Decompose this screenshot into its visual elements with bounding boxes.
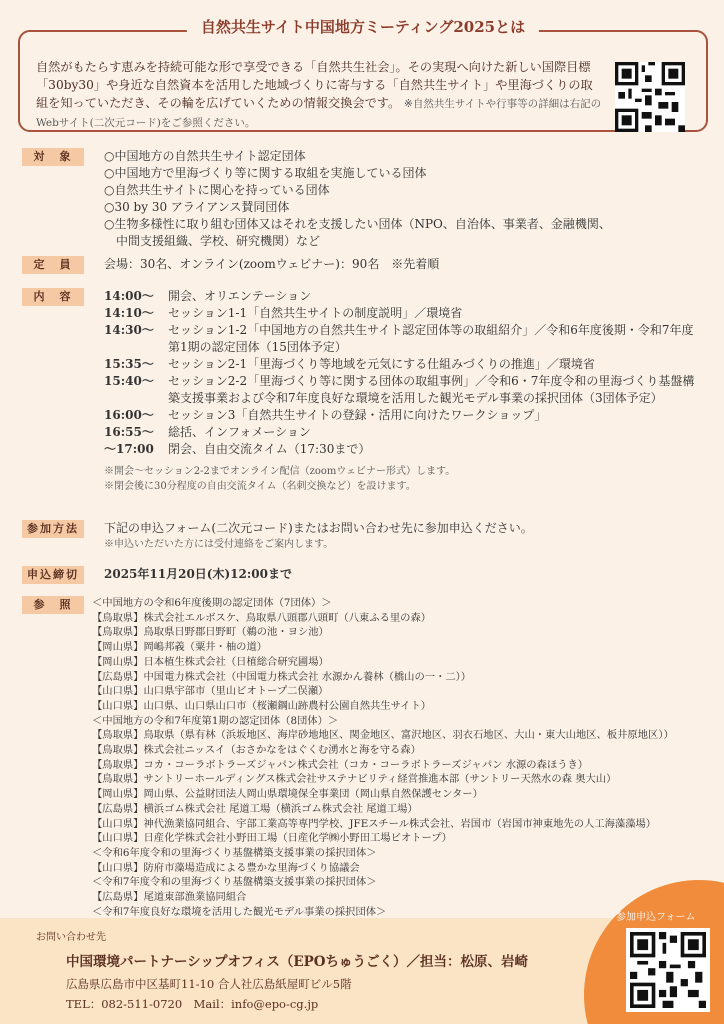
program-text: セッション2-1「里海づくり等地域を元気にする仕組みづくりの推進」／環境省	[168, 357, 595, 371]
program-text: 総括、インフォメーション	[168, 425, 311, 439]
program-row	[104, 356, 704, 373]
form-label: 参加申込フォーム	[616, 912, 696, 923]
intro-note: ※自然共生サイトや行事等の詳細は右記のWebサイト(二次元コード)をご参照ください。	[36, 98, 602, 129]
list-item: 【広島県】横浜ゴム株式会社 尾道工場（横浜ゴム株式会社 尾道工場）	[92, 802, 418, 815]
list-item: 【鳥取県】株式会社エルボスケ、鳥取県八頭郡八頭町（八東ふる里の森）	[92, 611, 432, 624]
apply-note: ※申込いただいた方には受付連絡をご案内します。	[104, 539, 334, 550]
contact-tel: TEL：082-511-0720 Mail：info@epo-cg.jp	[66, 997, 319, 1011]
program-row	[104, 305, 704, 322]
list-item: ＜令和7年度令和の里海づくり基盤構築支援事業の採択団体＞	[92, 876, 377, 889]
list-item: ＜中国地方の令和6年度後期の認定団体（7団体）＞	[92, 597, 332, 609]
program-time: 15:35～	[104, 357, 154, 371]
list-item: 【鳥取県】鳥取県（県有林（浜坂地区、海岸砂地地区、関金地区、富沢地区、羽衣石地区、大山・東大山地区、板井原地区））	[92, 729, 674, 742]
program-note: ※閉会後に30分程度の自由交流タイム（名刺交換など）を設けます。	[104, 481, 416, 492]
program-row	[104, 424, 704, 441]
program-time: 16:00～	[104, 408, 154, 422]
program-time: 14:30～	[104, 323, 154, 337]
list-item: ○自然共生サイトに関心を持っている団体	[104, 183, 330, 197]
program-time: 14:10～	[104, 306, 154, 320]
list-item: ＜中国地方の令和7年度第1期の認定団体（8団体）＞	[92, 714, 339, 727]
contact-org: 中国環境パートナーシップオフィス（EPOちゅうごく）／担当：松原、岩崎	[66, 954, 529, 970]
target-list	[104, 148, 704, 250]
list-item: ＜令和6年度令和の里海づくり基盤構築支援事業の採択団体＞	[92, 846, 377, 859]
list-item: 【広島県】中国電力株式会社（中国電力株式会社 水源かん養林（橋山の一・二））	[92, 670, 472, 683]
program-text: 閉会、自由交流タイム（17:30まで）	[168, 442, 371, 456]
list-item: 【鳥取県】株式会社ニッスイ（おさかなをはぐくむ湧水と海を守る森）	[92, 744, 421, 757]
apply-label: 参加方法	[22, 520, 84, 538]
target-label: 対 象	[22, 148, 84, 166]
program-row	[104, 373, 704, 407]
reference-label: 参 照	[22, 596, 84, 614]
list-item: 【岡山県】岡嶋邦義（粟井・柚の道）	[92, 641, 268, 654]
program-time: 14:00～	[104, 289, 154, 303]
intro-box	[18, 30, 708, 132]
program-row	[104, 288, 704, 305]
list-item: 【岡山県】岡山県、公益財団法人岡山県環境保全事業団（岡山県自然保護センター）	[92, 788, 483, 801]
list-item: 【鳥取県】コカ・コーラボトラーズジャパン株式会社（コカ・コーラボトラーズジャパン 水源の森ほうき）	[92, 758, 589, 771]
program-row	[104, 441, 704, 458]
contact-heading: お問い合わせ先	[36, 932, 106, 943]
list-item: 【鳥取県】サントリーホールディングス株式会社サステナビリティ経営推進本部（サントリー天然水の森 奥大山）	[92, 773, 617, 786]
deadline-label: 申込締切	[22, 566, 84, 584]
list-item: 【広島県】尾道東部漁業協同組合	[92, 891, 247, 904]
list-item: 【山口県】防府市藻場造成による豊かな里海づくり協議会	[92, 861, 360, 874]
page-title: 自然共生サイト中国地方ミーティング2025とは	[187, 16, 539, 37]
list-item: 【山口県】日産化学株式会社小野田工場（日産化学㈱小野田工場ビオトープ）	[92, 832, 452, 845]
program-text: セッション2-2「里海づくり等に関する団体の取組事例」／令和6・7年度令和の里海づくり基盤構築支援事業および令和7年度良好な環境を活用した観光モデル事業の採択団体（3団体予定）	[168, 374, 695, 405]
list-item: 【岡山県】日本植生株式会社（日植総合研究圃場）	[92, 655, 329, 668]
list-item: 【鳥取県】鳥取県日野郡日野町（鵜の池・ヨシ池）	[92, 626, 329, 639]
program-time: 16:55～	[104, 425, 154, 439]
qr-code-icon	[630, 932, 706, 1008]
apply-text: 下記の申込フォーム(二次元コード)またはお問い合わせ先に参加申込ください。	[104, 521, 533, 535]
program-list	[104, 288, 704, 494]
capacity-label: 定 員	[22, 256, 84, 274]
program-row	[104, 407, 704, 424]
list-item: ＜令和7年度良好な環境を活用した観光モデル事業の採択団体＞	[92, 905, 387, 918]
list-item: 【山口県】神代漁業協同組合、宇部工業高等専門学校、JFEスチール株式会社、岩国市（岩国市神東地先の人工海藻藻場）	[92, 817, 657, 830]
program-text: セッション3「自然共生サイトの登録・活用に向けたワークショップ」	[168, 408, 547, 422]
list-item: ○生物多様性に取り組む団体又はそれを支援したい団体（NPO、自治体、事業者、金融機関、	[104, 217, 611, 231]
program-text: 開会、オリエンテーション	[168, 289, 312, 303]
apply-content	[104, 520, 704, 552]
list-item: 【山口県】山口県、山口県山口市（桜瀬鋼山跡農村公園自然共生サイト）	[92, 699, 432, 712]
intro-body: 自然がもたらす恵みを持続可能な形で享受できる「自然共生社会」。その実現へ向けた新しい国際目標「30by30」や身近な自然資本を活用した地域づくりに寄与する「自然共生サイト」や里海づくりの取組を知っていただき、その輪を広げていくための情報交換会です。	[36, 60, 593, 110]
intro-section	[18, 14, 708, 132]
deadline-text: 2025年11月20日(木)12:00まで	[104, 567, 292, 581]
reference-list	[92, 596, 692, 934]
program-text: セッション1-1「自然共生サイトの制度説明」／環境省	[168, 306, 463, 320]
contact-address: 広島県広島市中区基町11-10 合人社広島紙屋町ビル5階	[66, 977, 352, 991]
intro-text	[36, 58, 604, 132]
list-item: 【山口県】山口県宇部市（里山ビオトープ二俣瀬）	[92, 685, 329, 698]
program-note: ※開会～セッション2-2までオンライン配信（zoomウェビナー形式）します。	[104, 466, 456, 477]
program-time: 15:40～	[104, 374, 154, 388]
list-item: ○中国地方の自然共生サイト認定団体	[104, 149, 306, 163]
program-time: ～17:00	[104, 442, 154, 456]
form-qr-code[interactable]	[626, 928, 710, 1012]
list-item: 中間支援組織、学校、研究機関）など	[104, 234, 321, 248]
list-item: ○中国地方で里海づくり等に関する取組を実施している団体	[104, 166, 427, 180]
program-label: 内 容	[22, 288, 84, 306]
program-text: セッション1-2「中国地方の自然共生サイト認定団体等の取組紹介」／令和6年度後期・令和7年度第1期の認定団体（15団体予定）	[168, 323, 694, 354]
capacity-text: 会場：30名、オンライン(zoomウェビナー)：90名 ※先着順	[104, 257, 440, 271]
program-row	[104, 322, 704, 356]
list-item: ○30 by 30 アライアンス賛同団体	[104, 200, 290, 214]
qr-code-icon[interactable]	[615, 62, 685, 132]
